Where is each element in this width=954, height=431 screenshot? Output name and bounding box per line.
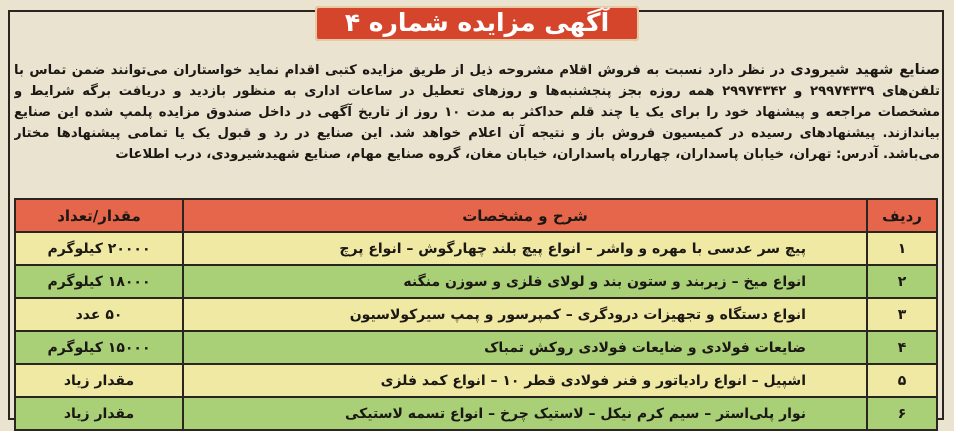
table-row	[15, 298, 937, 331]
ad-title: آگهی مزایده شماره ۴	[315, 6, 639, 41]
row-description: پیچ سر عدسی با مهره و واشر – انواع پیچ بلند چهارگوش – انواع پرچ	[183, 232, 867, 265]
header-index: ردیف	[867, 199, 937, 232]
header-quantity: مقدار/تعداد	[15, 199, 183, 232]
row-quantity: ۱۵۰۰۰ کیلوگرم	[15, 331, 183, 364]
ad-body	[14, 60, 940, 190]
row-index: ۴	[867, 331, 937, 364]
row-description: اشپیل – انواع رادیاتور و فنر فولادی قطر ۱۰ – انواع کمد فلزی	[183, 364, 867, 397]
address-label: آدرس:	[836, 147, 879, 162]
table-row	[15, 397, 937, 430]
row-index: ۵	[867, 364, 937, 397]
table-row	[15, 364, 937, 397]
row-index: ۱	[867, 232, 937, 265]
row-quantity: مقدار زیاد	[15, 397, 183, 430]
row-quantity: مقدار زیاد	[15, 364, 183, 397]
row-description: ضایعات فولادی و ضایعات فولادی روکش تمباک	[183, 331, 867, 364]
row-index: ۶	[867, 397, 937, 430]
row-index: ۳	[867, 298, 937, 331]
company-name: صنایع شهید شیرودی	[790, 62, 940, 78]
row-index: ۲	[867, 265, 937, 298]
row-quantity: ۵۰ عدد	[15, 298, 183, 331]
row-description: انواع میخ – زیربند و ستون بند و لولای فلزی و سوزن منگنه	[183, 265, 867, 298]
table-header-row	[15, 199, 937, 232]
table-row	[15, 331, 937, 364]
row-description: نوار پلی‌استر – سیم کرم نیکل – لاستیک چرخ – انواع تسمه لاستیکی	[183, 397, 867, 430]
items-table	[14, 198, 938, 431]
ad-paragraph: در نظر دارد نسبت به فروش اقلام مشروحه ذیل از طریق مزایده کتبی اقدام نماید خواستاران می‌توانند ضمن تماس با تلفن‌های ۲۹۹۷۴۳۳۹ و ۲۹۹۷۴۳۴۲ همه روزه بجز پنجشنبه‌ها و روزهای تعطیل در ساعات اداری به منظور بازدید و دریافت برگه شرایط و مشخصات مراجعه و پیشنهاد خود را برای یک یا چند قلم حداکثر به مدت ۱۰ روز از تاریخ آگهی در داخل صندوق مزایده پلمپ شده این صنایع بیاندازند. پیشنهادهای رسیده در کمیسیون فروش باز و نتیجه آن اعلام خواهد شد. این صنایع در رد و قبول یک یا تمامی پیشنهادها مختار می‌باشد.	[14, 63, 940, 162]
row-quantity: ۱۸۰۰۰ کیلوگرم	[15, 265, 183, 298]
address-text: تهران، خیابان پاسداران، چهارراه پاسداران، خیابان مغان، گروه صنایع مهام، صنایع شهیدشیرودی، درب اطلاعات	[115, 147, 832, 162]
row-quantity: ۲۰۰۰۰ کیلوگرم	[15, 232, 183, 265]
table-row	[15, 265, 937, 298]
table-row	[15, 232, 937, 265]
header-description: شرح و مشخصات	[183, 199, 867, 232]
row-description: انواع دستگاه و تجهیزات درودگری – کمپرسور و پمپ سیرکولاسیون	[183, 298, 867, 331]
title-wrap	[0, 6, 954, 41]
